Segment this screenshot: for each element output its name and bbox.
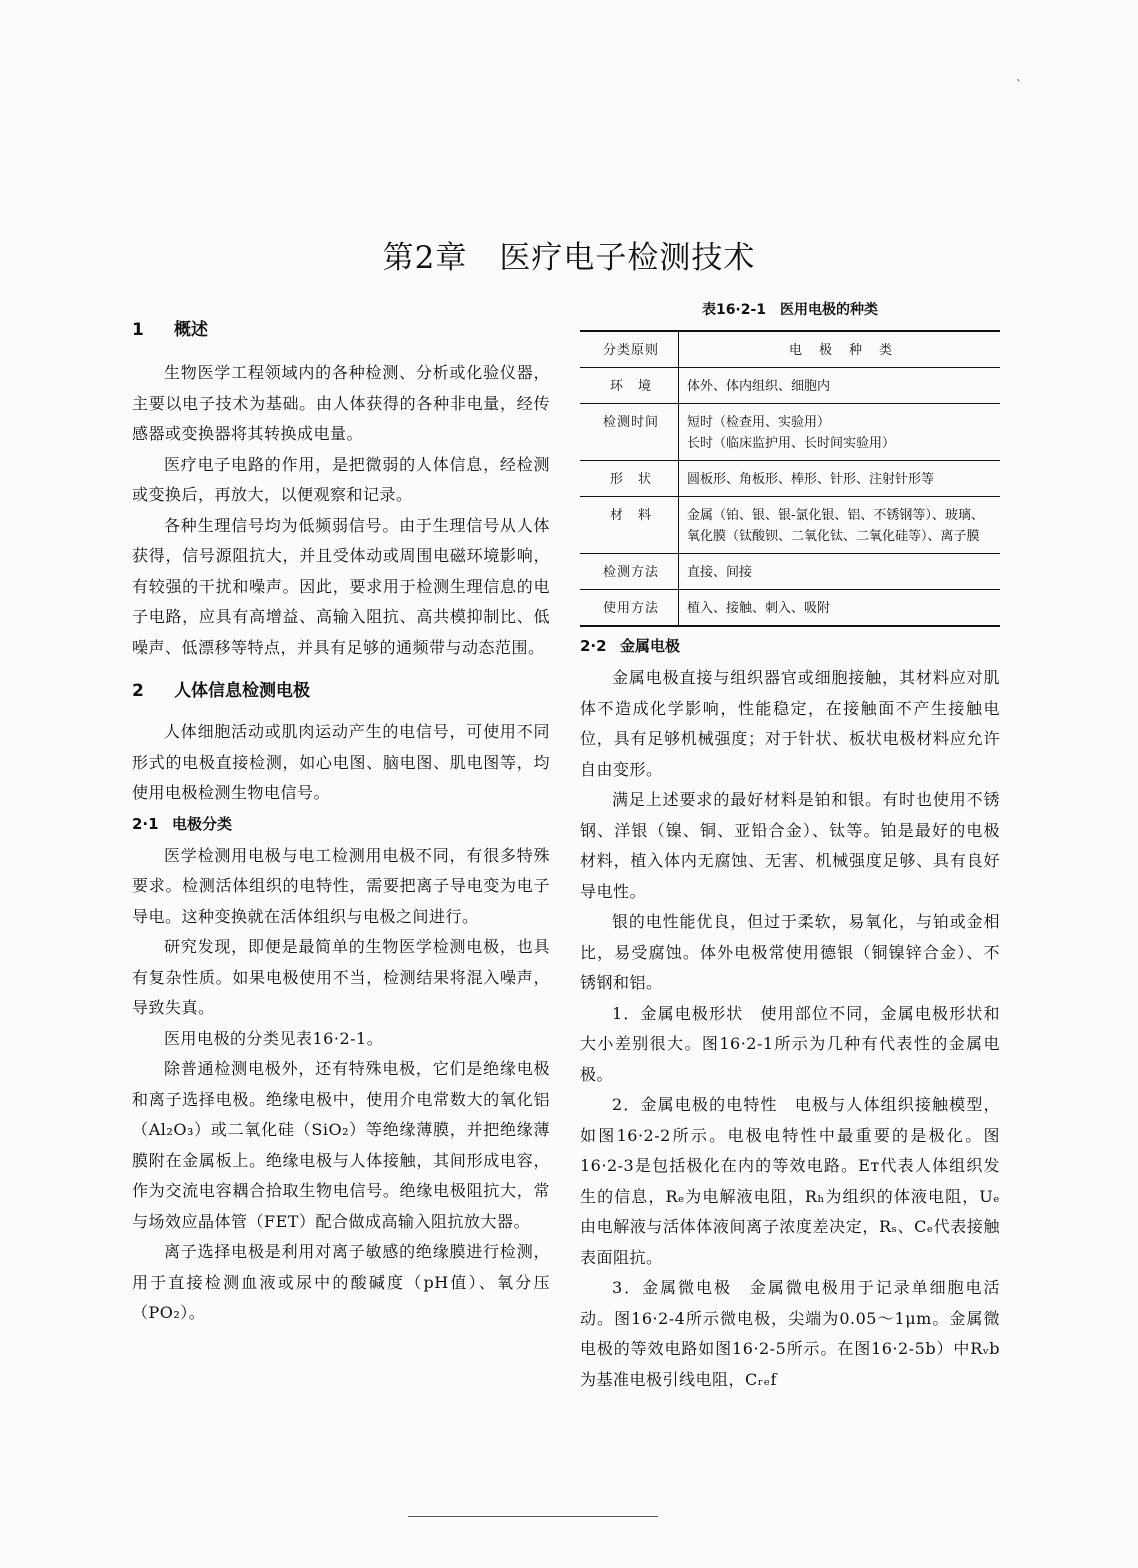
- right-column: [580, 300, 1000, 1395]
- chapter-title: 第2章 医疗电子检测技术: [382, 240, 756, 276]
- row-value-line: 短时（检查用、实验用）: [687, 415, 831, 430]
- footer-rule: [408, 1516, 658, 1517]
- section-heading-2: [132, 677, 550, 705]
- paragraph: 1．金属电极形状 使用部位不同，金属电极形状和大小差别很大。图16·2-1所示为几种有代表性的金属电极。: [580, 1003, 1000, 1084]
- left-column: [132, 316, 550, 1329]
- paragraph: 医疗电子电路的作用，是把微弱的人体信息，经检测或变换后，再放大，以便观察和记录。: [132, 454, 550, 504]
- table-row: [580, 404, 1000, 461]
- row-key: 使用方法: [580, 590, 679, 627]
- row-value: [679, 404, 1001, 461]
- row-key: 材 料: [580, 497, 679, 554]
- table-header-row: [580, 331, 1000, 368]
- subsection-number: 2·2: [580, 637, 607, 655]
- table-row: [580, 590, 1000, 627]
- row-value: 体外、体内组织、细胞内: [679, 368, 1001, 404]
- paragraph: 银的电性能优良，但过于柔软，易氧化，与铂或金相比，易受腐蚀。体外电极常使用德银（铜镍锌合金）、不锈钢和铝。: [580, 912, 1000, 992]
- row-key: 环 境: [580, 368, 679, 404]
- paragraph: 离子选择电极是利用对离子敏感的绝缘膜进行检测，用于直接检测血液或尿中的酸碱度（pH值）、氧分压（PO₂）。: [132, 1242, 550, 1322]
- electrode-types-table: [580, 330, 1000, 627]
- row-key: 检测方法: [580, 554, 679, 590]
- table-row: [580, 554, 1000, 590]
- row-value: 金属（铂、银、银-氯化银、铝、不锈钢等）、玻璃、氧化膜（钛酸钡、二氧化钛、二氧化硅等）、离子膜: [679, 497, 1001, 554]
- paragraph: 生物医学工程领域内的各种检测、分析或化验仪器，主要以电子技术为基础。由人体获得的各种非电量，经传感器或变换器将其转换成电量。: [132, 363, 550, 443]
- row-key: 检测时间: [580, 404, 679, 461]
- subsection-title: 电极分类: [172, 814, 233, 833]
- section-heading-1: [132, 316, 550, 344]
- section-number: 2: [132, 681, 144, 701]
- paragraph: 人体细胞活动或肌肉运动产生的电信号，可使用不同形式的电极直接检测，如心电图、脑电图、肌电图等，均使用电极检测生物电信号。: [132, 722, 550, 802]
- row-value: 植入、接触、刺入、吸附: [687, 601, 831, 616]
- table-row: [580, 497, 1000, 554]
- paragraph: 2．金属电极的电特性 电极与人体组织接触模型，如图16·2-2所示。电极电特性中最重要的是极化。图16·2-3是包括极化在内的等效电路。Eᴛ代表人体组织发生的信息，Rₑ为电解液电阻，Rₕ为组织的体液电阻，Uₑ由电解液与活体体液间离子浓度差决定，Rₛ、Cₑ代表接触表面阻抗。: [580, 1095, 1000, 1267]
- subsection-title: 金属电极: [620, 637, 681, 655]
- header-cell: 电 极 种 类: [679, 331, 1001, 368]
- table-row: [580, 368, 1000, 404]
- header-cell: 分类原则: [580, 331, 679, 368]
- scan-speck: `: [1016, 78, 1022, 92]
- paragraph: 除普通检测电极外，还有特殊电极，它们是绝缘电极和离子选择电极。绝缘电极中，使用介电常数大的氧化铝（Al₂O₃）或二氧化硅（SiO₂）等绝缘薄膜，并把绝缘薄膜附在金属板上。绝缘电极与人体接触，其间形成电容，作为交流电容耦合拾取生物电信号。绝缘电极阻抗大，常与场效应晶体管（FET）配合做成高输入阻抗放大器。: [132, 1059, 550, 1231]
- table-caption: 表16·2-1 医用电极的种类: [701, 302, 879, 318]
- subsection-heading-2-2: [580, 633, 1000, 659]
- row-value: 直接、间接: [679, 554, 1001, 590]
- subsection-number: 2·1: [132, 814, 159, 833]
- paragraph: 各种生理信号均为低频弱信号。由于生理信号从人体获得，信号源阻抗大，并且受体动或周围电磁环境影响，有较强的干扰和噪声。因此，要求用于检测生理信息的电子电路，应具有高增益、高输入阻抗、高共模抑制比、低噪声、低漂移等特点，并具有足够的通频带与动态范围。: [132, 515, 550, 657]
- paragraph: 金属电极直接与组织器官或细胞接触，其材料应对肌体不造成化学影响，性能稳定，在接触面不产生接触电位，具有足够机械强度；对于针状、板状电极材料应允许自由变形。: [580, 668, 1000, 779]
- paragraph: 满足上述要求的最好材料是铂和银。有时也使用不锈钢、洋银（镍、铜、亚铅合金）、钛等。铂是最好的电极材料，植入体内无腐蚀、无害、机械强度足够、具有良好导电性。: [580, 790, 1000, 901]
- section-number: 1: [132, 320, 144, 340]
- paragraph: 3．金属微电极 金属微电极用于记录单细胞电活动。图16·2-4所示微电极，尖端为0.05～1μm。金属微电极的等效电路如图16·2-5所示。在图16·2-5b）中Rᵥb为基准电极引线电阻，Cᵣₑf: [580, 1278, 1000, 1389]
- paragraph: 医用电极的分类见表16·2-1。: [164, 1028, 384, 1048]
- paragraph: 研究发现，即便是最简单的生物医学检测电极，也具有复杂性质。如果电极使用不当，检测结果将混入噪声，导致失真。: [132, 937, 550, 1017]
- subsection-heading-2-1: [132, 811, 550, 837]
- table-row: [580, 461, 1000, 497]
- row-key: 形 状: [580, 461, 679, 497]
- section-title: 人体信息检测电极: [174, 681, 310, 701]
- row-value: 圆板形、角板形、棒形、针形、注射针形等: [679, 461, 1001, 497]
- section-title: 概述: [174, 320, 208, 340]
- row-value-line: 长时（临床监护用、长时间实验用）: [687, 436, 896, 451]
- paragraph: 医学检测用电极与电工检测用电极不同，有很多特殊要求。检测活体组织的电特性，需要把离子导电变为电子导电。这种变换就在活体组织与电极之间进行。: [132, 845, 550, 926]
